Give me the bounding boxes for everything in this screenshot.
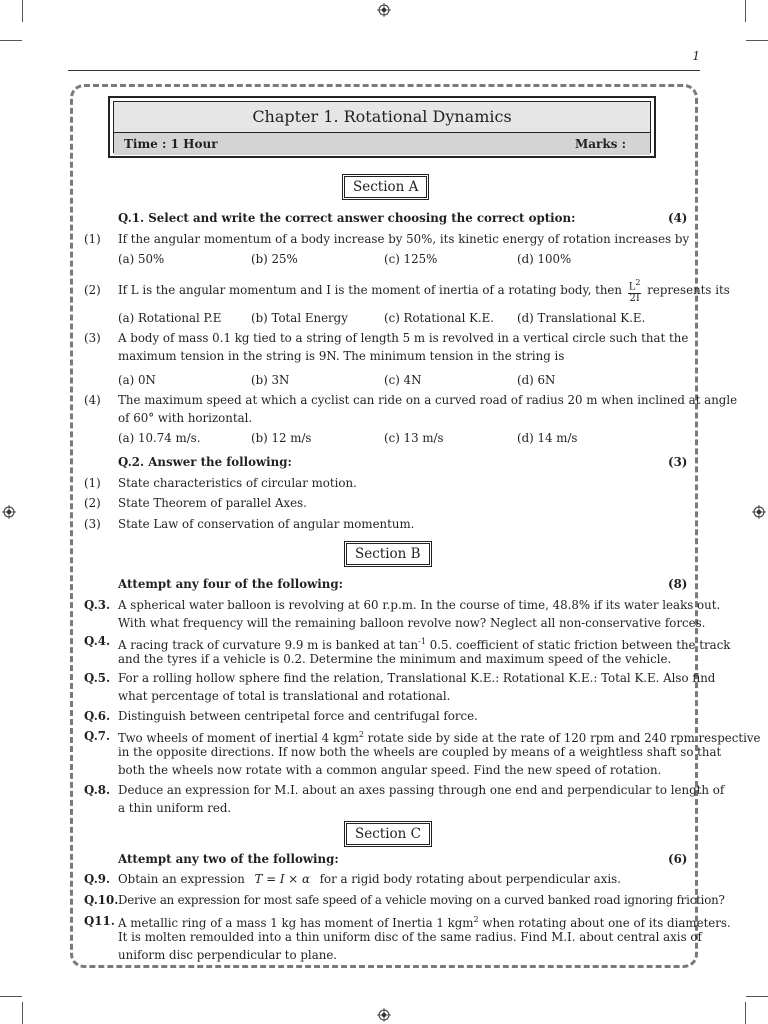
question-text: and the tyres if a vehicle is 0.2. Determine the minimum and maximum speed of the vehicle.	[118, 652, 672, 666]
question-text: both the wheels now rotate with a common angular speed. Find the new speed of rotation.	[118, 763, 662, 777]
question-text: in the opposite directions. If now both the wheels are coupled by means of a weightless shaft so that	[118, 745, 722, 759]
marks-label: Marks :	[574, 137, 626, 151]
time-label: Time : 1 Hour	[124, 137, 218, 151]
question-number: Q.7.	[84, 729, 111, 743]
crop-mark	[745, 1002, 746, 1024]
question-text: A racing track of curvature 9.9 m is banked at $\tan^{-1} 0.5$. coefficient of static friction between the track	[118, 637, 731, 652]
question-text-post: represents its	[647, 283, 730, 297]
section-b-heading	[344, 541, 432, 567]
question-number: Q.9.	[84, 872, 111, 886]
fraction-denominator: 2I	[629, 292, 640, 304]
section-a-heading	[342, 174, 429, 200]
option-a: (a) 0N	[118, 373, 156, 387]
q1-marks: (4)	[668, 211, 688, 225]
question-number: Q.10.	[84, 893, 119, 907]
crop-mark	[745, 0, 746, 22]
question-number: Q.8.	[84, 783, 111, 797]
question-text: a thin uniform red.	[118, 801, 232, 815]
question-number: (3)	[84, 331, 101, 345]
question-text: State Law of conservation of angular momentum.	[118, 517, 415, 531]
question-text: Two wheels of moment of inertial 4 kgm$^2$ rotate side by side at the rate of 120 rpm and 240 rpm respective	[118, 730, 761, 745]
question-number: (2)	[84, 283, 101, 297]
q2-heading: Q.2. Answer the following:	[118, 455, 292, 469]
crop-mark	[0, 40, 22, 41]
question-text: With what frequency will the remaining balloon revolve now? Neglect all non-conservative forces.	[118, 616, 706, 630]
registration-mark-icon	[752, 505, 766, 519]
section-c-instruction: Attempt any two of the following:	[118, 852, 339, 866]
header-rule	[68, 70, 700, 71]
question-number: (2)	[84, 496, 101, 510]
question-number: Q11.	[84, 914, 115, 928]
question-text: State characteristics of circular motion.	[118, 476, 357, 490]
registration-mark-icon	[2, 505, 16, 519]
q1-heading: Q.1. Select and write the correct answer choosing the correct option:	[118, 211, 576, 225]
option-c: (c) Rotational K.E.	[384, 311, 495, 325]
question-text: A spherical water balloon is revolving at 60 r.p.m. In the course of time, 48.8% if its water leaks out.	[118, 598, 721, 612]
section-a-title: Section A	[344, 176, 427, 198]
crop-mark	[746, 996, 768, 997]
option-d: (d) 14 m/s	[517, 431, 578, 445]
section-c-title: Section C	[346, 823, 430, 845]
option-c: (c) 125%	[384, 252, 438, 266]
question-number: (1)	[84, 232, 101, 246]
option-a: (a) 10.74 m/s.	[118, 431, 201, 445]
chapter-title-box	[108, 96, 656, 158]
question-number: (1)	[84, 476, 101, 490]
chapter-title: Chapter 1. Rotational Dynamics	[114, 102, 650, 133]
question-number: Q.5.	[84, 671, 111, 685]
option-b: (b) 25%	[251, 252, 298, 266]
option-c: (c) 4N	[384, 373, 422, 387]
option-b: (b) 12 m/s	[251, 431, 312, 445]
option-d: (d) 100%	[517, 252, 572, 266]
question-text: Obtain an expression T = I × α for a rigid body rotating about perpendicular axis.	[118, 872, 621, 886]
crop-mark	[22, 1002, 23, 1024]
option-b: (b) Total Energy	[251, 311, 348, 325]
question-text: If the angular momentum of a body increase by 50%, its kinetic energy of rotation increases by	[118, 232, 690, 246]
option-a: (a) Rotational P.E	[118, 311, 222, 325]
option-d: (d) Translational K.E.	[517, 311, 646, 325]
option-a: (a) 50%	[118, 252, 165, 266]
question-text: Deduce an expression for M.I. about an axes passing through one end and perpendicular to length of	[118, 783, 725, 797]
question-number: Q.6.	[84, 709, 111, 723]
fraction-l2-over-2i	[628, 278, 642, 303]
question-text-pre: If L is the angular momentum and I is the moment of inertia of a rotating body, then	[118, 283, 622, 297]
question-number: Q.3.	[84, 598, 111, 612]
question-text: It is molten remoulded into a thin uniform disc of the same radius. Find M.I. about central axis of	[118, 930, 702, 944]
question-text: State Theorem of parallel Axes.	[118, 496, 307, 510]
question-text: For a rolling hollow sphere find the relation, Translational K.E.: Rotational K.E.: Total K.E. Also find	[118, 671, 716, 685]
question-text: A metallic ring of a mass 1 kg has moment of Inertia 1 kgm$^2$ when rotating about one of its diameters.	[118, 915, 731, 930]
registration-mark-icon	[377, 1008, 391, 1022]
question-text	[118, 273, 730, 307]
section-c-marks: (6)	[668, 852, 688, 866]
question-text: uniform disc perpendicular to plane.	[118, 948, 338, 962]
question-text: Derive an expression for most safe speed of a vehicle moving on a curved banked road ignoring friction?	[118, 893, 725, 907]
question-text: maximum tension in the string is 9N. The minimum tension in the string is	[118, 349, 565, 363]
fraction-numerator: $L^2$	[628, 278, 641, 293]
torque-formula: T = I × α	[254, 872, 310, 886]
option-c: (c) 13 m/s	[384, 431, 444, 445]
crop-mark	[746, 40, 768, 41]
question-text: A body of mass 0.1 kg tied to a string of length 5 m is revolved in a vertical circle such that the	[118, 331, 689, 345]
question-text: of 60° with horizontal.	[118, 411, 253, 425]
question-number: Q.4.	[84, 634, 111, 648]
section-b-instruction: Attempt any four of the following:	[118, 577, 343, 591]
registration-mark-icon	[377, 3, 391, 17]
crop-mark	[0, 996, 22, 997]
question-text: The maximum speed at which a cyclist can ride on a curved road of radius 20 m when inclined at angle	[118, 393, 738, 407]
q2-marks: (3)	[668, 455, 688, 469]
question-text: Distinguish between centripetal force and centrifugal force.	[118, 709, 478, 723]
question-number: (4)	[84, 393, 101, 407]
question-number: (3)	[84, 517, 101, 531]
question-text: what percentage of total is translational and rotational.	[118, 689, 451, 703]
page-number: 1	[692, 49, 700, 63]
crop-mark	[22, 0, 23, 22]
section-b-marks: (8)	[668, 577, 688, 591]
section-b-title: Section B	[346, 543, 430, 565]
option-b: (b) 3N	[251, 373, 290, 387]
section-c-heading	[344, 821, 432, 847]
option-d: (d) 6N	[517, 373, 556, 387]
time-marks-bar	[114, 133, 650, 155]
